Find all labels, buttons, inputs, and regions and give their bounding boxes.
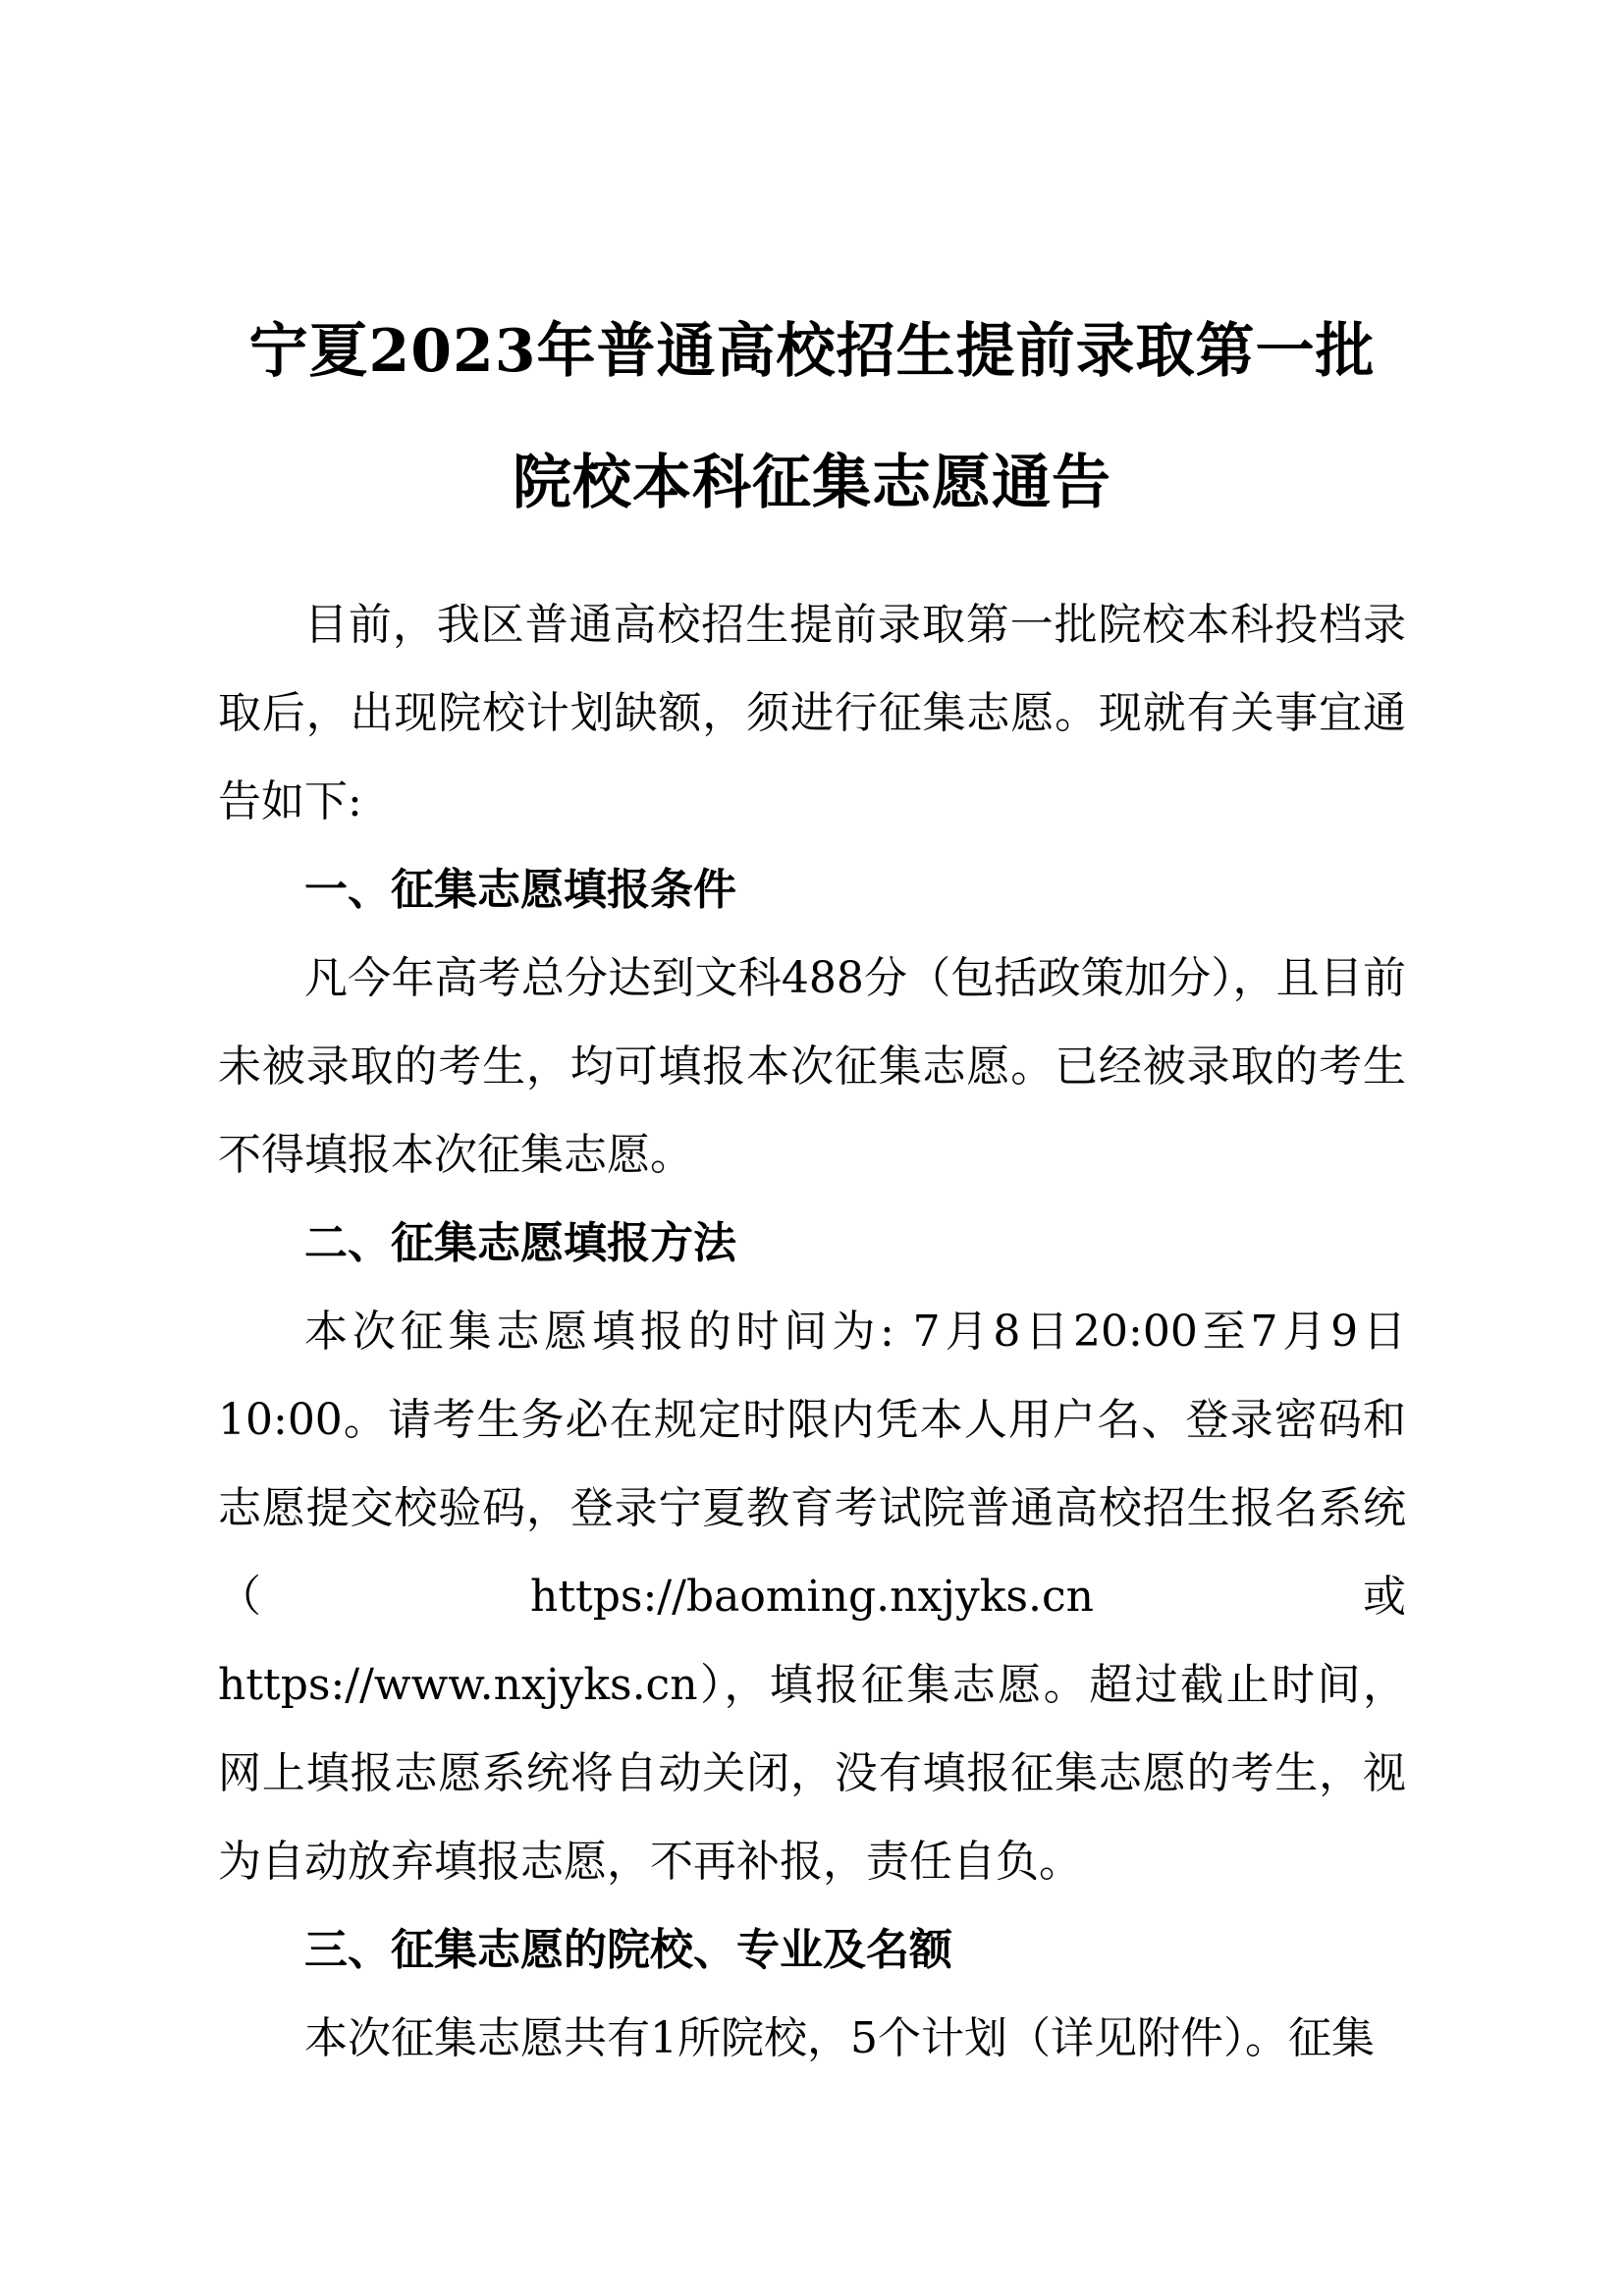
section-3-heading: 三、征集志愿的院校、专业及名额	[304, 1925, 952, 1975]
section-1-body: 凡今年高考总分达到文科488分（包括政策加分），且目前未被录取的考生，均可填报本次征集志愿。已经被录取的考生不得填报本次征集志愿。	[218, 953, 1406, 1180]
document-body	[218, 581, 1406, 2083]
section-2-body: 本次征集志愿填报的时间为: 7月8日20:00至7月9日10:00。请考生务必在规定时限内凭本人用户名、登录密码和志愿提交校验码，登录宁夏教育考试院普通高校招生报名系统（https://baoming.nxjyks.cn或https://www.nxjyks.cn），填报征集志愿。超过截止时间，网上填报志愿系统将自动关闭，没有填报征集志愿的考生，视为自动放弃填报志愿，不再补报，责任自负。	[218, 1307, 1406, 1887]
intro-paragraph: 目前，我区普通高校招生提前录取第一批院校本科投档录取后，出现院校计划缺额，须进行征集志愿。现就有关事宜通告如下:	[218, 600, 1406, 827]
section-1-heading: 一、征集志愿填报条件	[304, 865, 736, 915]
document-title-line-1: 宁夏2023年普通高校招生提前录取第一批	[248, 317, 1376, 386]
section-2-heading: 二、征集志愿填报方法	[304, 1218, 736, 1268]
section-3-body: 本次征集志愿共有1所院校，5个计划（详见附件）。征集	[304, 2013, 1375, 2063]
document-title-line-2: 院校本科征集志愿通告	[513, 449, 1111, 517]
